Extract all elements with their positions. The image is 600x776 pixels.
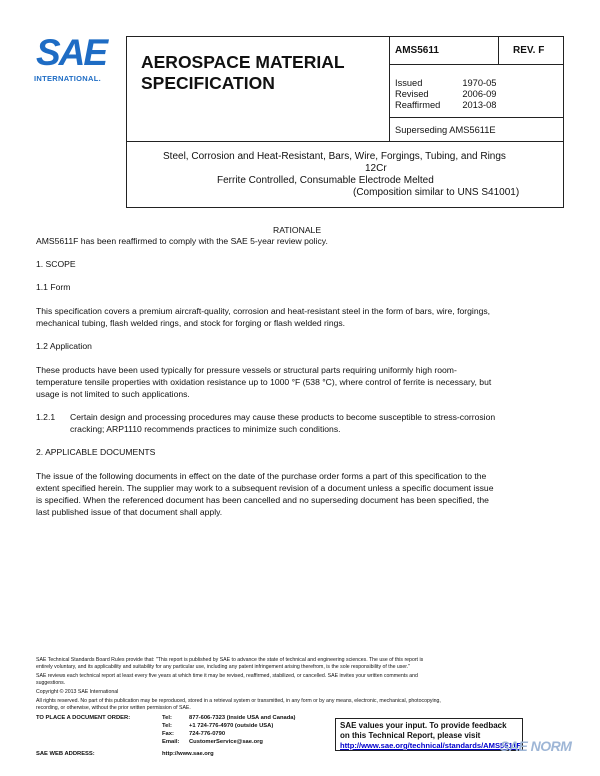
footer-rules-line: SAE Technical Standards Board Rules provide that: "This report is published by SAE to advance the state of technical and engineering sciences. The use of this report is <box>36 657 424 663</box>
section-1-heading: 1. SCOPE <box>36 259 76 269</box>
document-type-title <box>141 52 345 94</box>
date-label: Reaffirmed <box>395 100 441 110</box>
application-paragraph-line: temperature tensile properties with oxidation resistance up to 1000 °F (538 °C), where control of ferrite is necessary, but <box>36 377 492 387</box>
website-link[interactable]: http://www.sae.org <box>162 751 214 757</box>
title-line-1: AEROSPACE MATERIAL <box>141 52 345 72</box>
order-label: TO PLACE A DOCUMENT ORDER: <box>36 715 131 721</box>
header-box <box>126 36 564 142</box>
title-block-line-2: 12Cr <box>365 163 387 174</box>
footer-rights-line: All rights reserved. No part of this publication may be reproduced, stored in a retrieval system or transmitted, in any form or by any means, electronic, mechanical, photocopying, <box>36 698 441 704</box>
divider <box>389 117 563 118</box>
sae-logo <box>34 32 114 90</box>
documents-paragraph-line: extent specified herein. The supplier may work to a subsequent revision of a document unless a specific document issue <box>36 483 494 493</box>
title-line-2: SPECIFICATION <box>141 73 275 93</box>
logo-text: SAE <box>36 32 107 73</box>
revision: REV. F <box>513 45 545 56</box>
date-label: Issued <box>395 78 423 88</box>
rev-cell <box>498 37 564 64</box>
title-block <box>126 142 564 208</box>
feedback-line-1: SAE values your input. To provide feedback <box>340 721 507 730</box>
rationale-text: AMS5611F has been reaffirmed to comply with the SAE 5-year review policy. <box>36 236 328 246</box>
date-row-reaffirmed <box>395 100 496 111</box>
date-value: 2013-08 <box>462 100 497 110</box>
footer-review-line: SAE reviews each technical report at least every five years at which time it may be revised, reaffirmed, stabilized, or cancelled. SAE invites your written comments and <box>36 673 418 679</box>
sae-norm-watermark: SAE NORM <box>500 738 572 754</box>
feedback-line-2: on this Technical Report, please visit <box>340 731 481 740</box>
web-label: SAE WEB ADDRESS: <box>36 751 95 757</box>
section-1-1-heading: 1.1 Form <box>36 282 71 292</box>
date-table <box>395 78 496 111</box>
form-paragraph-line: This specification covers a premium aircraft-quality, corrosion and heat-resistant steel in the form of bars, wire, forgings, <box>36 306 491 316</box>
contact-label: Tel: <box>162 715 172 721</box>
footer-rights-line: recording, or otherwise, without the prior written permission of SAE. <box>36 705 191 711</box>
form-paragraph-line: mechanical tubing, flash welded rings, and stock for forging or flash welded rings. <box>36 318 346 328</box>
contact-label: Email: <box>162 739 180 745</box>
application-paragraph-line: These products have been used typically for pressure vessels or structural parts requiring uniformly high room- <box>36 365 457 375</box>
footer-review-line: suggestions. <box>36 680 66 686</box>
header-title-cell <box>127 37 390 141</box>
logo-subtext: INTERNATIONAL. <box>34 74 101 83</box>
title-block-line-3: Ferrite Controlled, Consumable Electrode Melted <box>217 175 434 186</box>
contact-label: Fax: <box>162 731 174 737</box>
date-row-issued <box>395 78 496 89</box>
section-1-2-1-line: cracking; ARP1110 recommends practices to minimize such conditions. <box>70 424 341 434</box>
contact-value: 724-776-0790 <box>189 731 226 737</box>
feedback-link[interactable]: http://www.sae.org/technical/standards/AMS5611F <box>340 741 522 750</box>
documents-paragraph-line: is specified. When the referenced document has been cancelled and no superseding document has been specified, the <box>36 495 489 505</box>
documents-paragraph-line: last published issue of that document shall apply. <box>36 507 223 517</box>
section-1-2-1-number: 1.2.1 <box>36 412 56 422</box>
date-label: Revised <box>395 89 429 99</box>
footer-rules-line: entirely voluntary, and its applicability and suitability for any particular use, including any patent infringement arising therefrom, is the sole responsibility of the user." <box>36 664 410 670</box>
title-block-line-4: (Composition similar to UNS S41001) <box>353 187 520 198</box>
section-2-heading: 2. APPLICABLE DOCUMENTS <box>36 447 156 457</box>
date-value: 1970-05 <box>462 78 497 88</box>
doc-number: AMS5611 <box>395 45 439 56</box>
application-paragraph-line: usage is not limited to such applications. <box>36 389 190 399</box>
contact-value: 877-606-7323 (inside USA and Canada) <box>189 715 296 721</box>
rationale-heading: RATIONALE <box>273 225 322 235</box>
email-link[interactable]: CustomerService@sae.org <box>189 739 263 745</box>
doc-number-row <box>389 37 563 65</box>
superseding: Superseding AMS5611E <box>395 125 496 135</box>
date-row-revised <box>395 89 496 100</box>
contact-value: +1 724-776-4970 (outside USA) <box>189 723 274 729</box>
documents-paragraph-line: The issue of the following documents in effect on the date of the purchase order forms a part of this specification to the <box>36 471 487 481</box>
header-info-cell <box>389 37 563 141</box>
section-1-2-1-line: Certain design and processing procedures may cause these products to become susceptible to stress-corrosion <box>70 412 496 422</box>
contact-label: Tel: <box>162 723 172 729</box>
date-value: 2006-09 <box>462 89 497 99</box>
feedback-box <box>335 718 523 751</box>
title-block-line-1: Steel, Corrosion and Heat-Resistant, Bars, Wire, Forgings, Tubing, and Rings <box>163 151 506 162</box>
section-1-2-heading: 1.2 Application <box>36 341 92 351</box>
footer-copyright: Copyright © 2013 SAE International <box>36 689 119 695</box>
